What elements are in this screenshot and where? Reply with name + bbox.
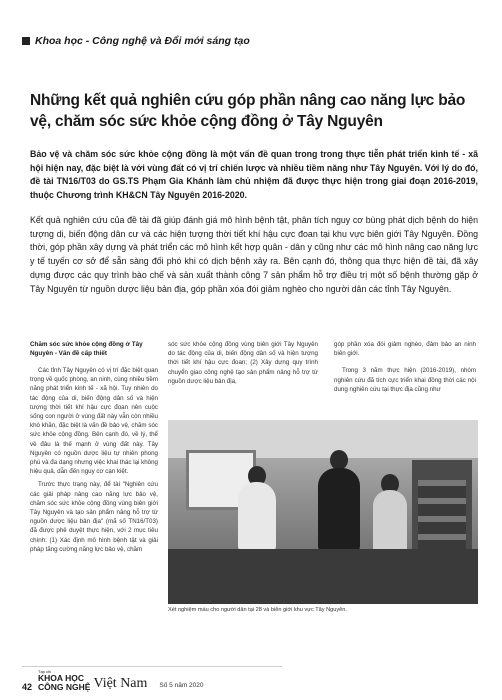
article-title: Những kết quả nghiên cứu góp phần nâng cao năng lực bảo vệ, chăm sóc sức khỏe cộng đồng ở Tây Nguyên bbox=[30, 92, 466, 130]
column-3 bbox=[334, 340, 476, 402]
page-footer bbox=[22, 666, 282, 692]
photo-caption: Xét nghiệm máu cho người dân tại 28 và biên giới khu vực Tây Nguyên. bbox=[168, 607, 347, 613]
photo-person bbox=[373, 490, 407, 554]
photo-person bbox=[238, 482, 276, 552]
column-1-paragraph: Trước thực trạng này, để tài "Nghiên cứu các giải pháp nâng cao năng lực bảo vệ, chăm sóc sức khỏe cộng đồng vùng biên giới Tây Nguyên và tạo sản phẩm nâng hỗ trợ từ nguồn dược liệu bản địa" (mã số TN16/T03) đã được phê duyệt thực hiện, với 2 mục tiêu chính: (1) Xác định mô hình bệnh tật và giải pháp tăng cường năng lực bảo vệ, chăm bbox=[30, 481, 158, 553]
column-1 bbox=[30, 366, 158, 558]
issue-label: Số 5 năm 2020 bbox=[159, 682, 204, 689]
photo-person bbox=[318, 468, 360, 552]
section-square-icon bbox=[22, 37, 30, 45]
subheading: Chăm sóc sức khỏe cộng đồng ở Tây Nguyên - Vấn đề cấp thiết bbox=[30, 341, 143, 358]
article-photo bbox=[168, 420, 478, 604]
column-1-paragraph: Các tỉnh Tây Nguyên có vị trí đặc biệt quan trọng về quốc phòng, an ninh, cùng nhiều tiềm năng phát triển kinh tế - xã hội. Tuy nhiên do tác động của di, biến động dân số và hiện tượng thời tiết khí hậu cực đoan nên cuộc sống con người ở vùng đất này vẫn còn nhiều khó khăn, đặc biệt là vấn đề bảo vệ, chăm sóc sức khỏe cộng đồng. Bên cạnh đó, về lý, thể về đâu là thế mạnh ở vùng đất này. Tây Nguyên có nguồn dược liệu tự nhiên phong phú và đa dạng nhưng việc khai thác lại không hiệu quả, dẫn đến nguy cơ cạn kiệt. bbox=[30, 367, 158, 476]
column-3-paragraph: góp phần xóa đói giảm nghèo, đảm bảo an ninh biên giới. bbox=[334, 341, 476, 358]
logo-small-text: Tạp chí bbox=[38, 669, 52, 674]
column-2: sóc sức khỏe cộng đồng vùng biên giới Tây Nguyên do tác động của di, biến động dân số và hiện tượng thời tiết khí hậu cực đoan; (2) Xây dựng quy trình chuyển giao công nghệ tạo sản phẩm nâng hỗ trợ từ nguồn dược liệu bản địa, bbox=[168, 341, 318, 385]
photo-table bbox=[168, 549, 478, 604]
logo-line-2: CÔNG NGHỆ bbox=[38, 682, 91, 692]
article-intro: Bảo vệ và chăm sóc sức khỏe cộng đồng là một vấn đề quan trong trong thực tiễn phát triển kinh tế - xã hội hiện nay, đặc biệt là với vùng đất có vị trí chiến lược và nhiều tiềm năng như Tây Nguyên. Với lý do đó, đề tài TN16/T03 do GS.TS Phạm Gia Khánh làm chủ nhiệm đã được thực hiện trong giai đoạn 2016-2019, thuộc Chương trình KH&CN Tây Nguyên 2016-2020. bbox=[30, 149, 478, 201]
section-header bbox=[22, 34, 482, 48]
photo-person-head bbox=[330, 450, 348, 470]
section-title: Khoa học - Công nghệ và Đổi mới sáng tạo bbox=[35, 35, 250, 47]
page-number: 42 bbox=[22, 682, 33, 692]
magazine-logo bbox=[38, 669, 90, 692]
column-3-paragraph: Trong 3 năm thực hiện (2016-2019), nhóm nghiên cứu đã tích cực triển khai đồng thời các nội dung nghiên cứu tại thực địa cũng như bbox=[334, 367, 476, 393]
logo-line-1: KHOA HỌC bbox=[38, 673, 84, 683]
logo-vietnam: Việt Nam bbox=[93, 676, 148, 691]
article-body: Kết quả nghiên cứu của đề tài đã giúp đánh giá mô hình bệnh tật, phân tích nguy cơ bùng phát dịch bệnh do hiện tượng di, biến động dân cư và các hiện tượng thời tiết khí hậu cực đoan tại khu vực biên giới Tây Nguyên. Đồng thời, góp phần xây dựng và phát triển các mô hình kết hợp quân - dân y cũng như các mô hình nâng cao năng lực y tế tuyến cơ sở để sẵn sàng đối phó khi có dịch bệnh xảy ra. Bên cạnh đó, thông qua thực hiện đề tài, đã xây dựng được các quy trình bào chế và sản xuất thành công 7 sản phẩm hỗ trợ điều trị một số bệnh thường gặp ở Tây Nguyên từ nguồn dược liệu bản địa, góp phần xóa đói giảm nghèo cho người dân các tỉnh Tây Nguyên. bbox=[30, 215, 478, 294]
